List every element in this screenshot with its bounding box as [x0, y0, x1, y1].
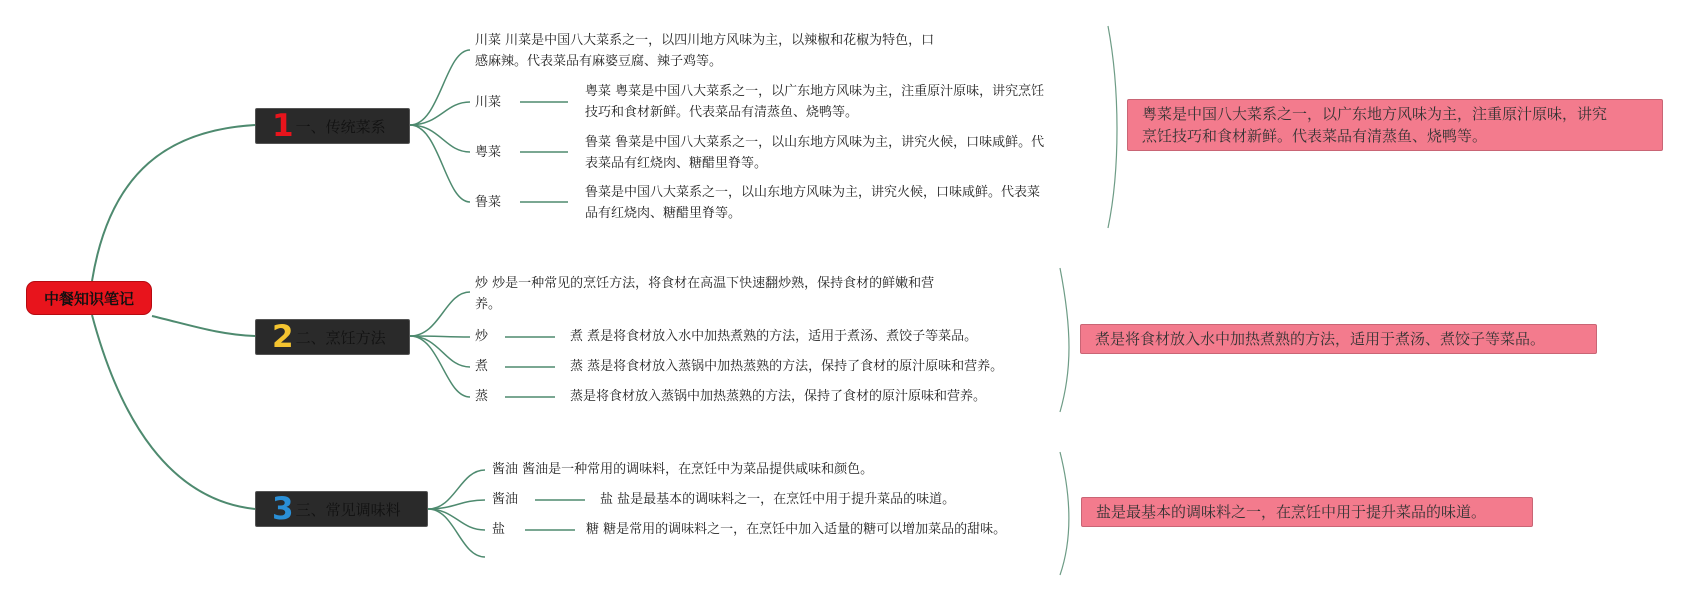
number-2-icon: 2	[272, 318, 294, 355]
category-node-1[interactable]	[255, 108, 410, 144]
category-intro-1: 川菜 川菜是中国八大菜系之一，以四川地方风味为主，以辣椒和花椒为特色，口 感麻辣。代表菜品有麻婆豆腐、辣子鸡等。	[475, 33, 935, 69]
callout-note-1: 粤菜是中国八大菜系之一，以广东地方风味为主，注重原汁原味，讲究 烹饪技巧和食材新鲜。代表菜品有清蒸鱼、烧鸭等。	[1127, 99, 1663, 151]
category-intro-2: 炒 炒是一种常见的烹饪方法，将食材在高温下快速翻炒熟，保持食材的鲜嫩和营 养。	[475, 276, 935, 312]
category-label: 一、传统菜系	[295, 117, 386, 136]
item-label[interactable]: 粤菜	[475, 145, 502, 160]
category-node-3[interactable]	[255, 491, 428, 527]
item-desc: 鲁菜是中国八大菜系之一，以山东地方风味为主，讲究火候，口味咸鲜。代表菜 品有红烧肉、糖醋里脊等。	[585, 185, 1041, 221]
item-desc: 蒸 蒸是将食材放入蒸锅中加热蒸熟的方法，保持了食材的原汁原味和营养。	[570, 359, 1004, 374]
item-label[interactable]: 炒	[475, 329, 489, 344]
item-desc: 糖 糖是常用的调味料之一，在烹饪中加入适量的糖可以增加菜品的甜味。	[586, 522, 1007, 537]
item-label[interactable]: 鲁菜	[475, 195, 502, 210]
number-3-icon: 3	[272, 490, 294, 527]
item-label[interactable]: 煮	[475, 359, 489, 374]
category-node-2[interactable]	[255, 319, 410, 355]
item-label[interactable]: 蒸	[475, 389, 489, 404]
number-1-icon: 1	[272, 107, 294, 144]
item-desc: 盐 盐是最基本的调味料之一，在烹饪中用于提升菜品的味道。	[600, 492, 956, 507]
category-label: 三、常见调味料	[295, 500, 401, 519]
root-node[interactable]	[26, 281, 152, 315]
callout-note-2: 煮是将食材放入水中加热煮熟的方法，适用于煮汤、煮饺子等菜品。	[1080, 324, 1597, 354]
item-label[interactable]: 盐	[492, 522, 506, 537]
item-desc: 鲁菜 鲁菜是中国八大菜系之一，以山东地方风味为主，讲究火候，口味咸鲜。代 表菜品有红烧肉、糖醋里脊等。	[585, 135, 1045, 171]
category-intro-3: 酱油 酱油是一种常用的调味料，在烹饪中为菜品提供咸味和颜色。	[492, 462, 874, 477]
item-desc: 蒸是将食材放入蒸锅中加热蒸熟的方法，保持了食材的原汁原味和营养。	[570, 389, 987, 404]
item-desc: 煮 煮是将食材放入水中加热煮熟的方法，适用于煮汤、煮饺子等菜品。	[570, 329, 978, 344]
item-label[interactable]: 酱油	[492, 492, 519, 507]
item-label[interactable]: 川菜	[475, 95, 502, 110]
root-label: 中餐知识笔记	[43, 289, 134, 308]
category-label: 二、烹饪方法	[295, 328, 386, 347]
callout-note-3: 盐是最基本的调味料之一，在烹饪中用于提升菜品的味道。	[1081, 497, 1533, 527]
item-desc: 粤菜 粤菜是中国八大菜系之一，以广东地方风味为主，注重原汁原味，讲究烹饪 技巧和食材新鲜。代表菜品有清蒸鱼、烧鸭等。	[585, 84, 1045, 120]
